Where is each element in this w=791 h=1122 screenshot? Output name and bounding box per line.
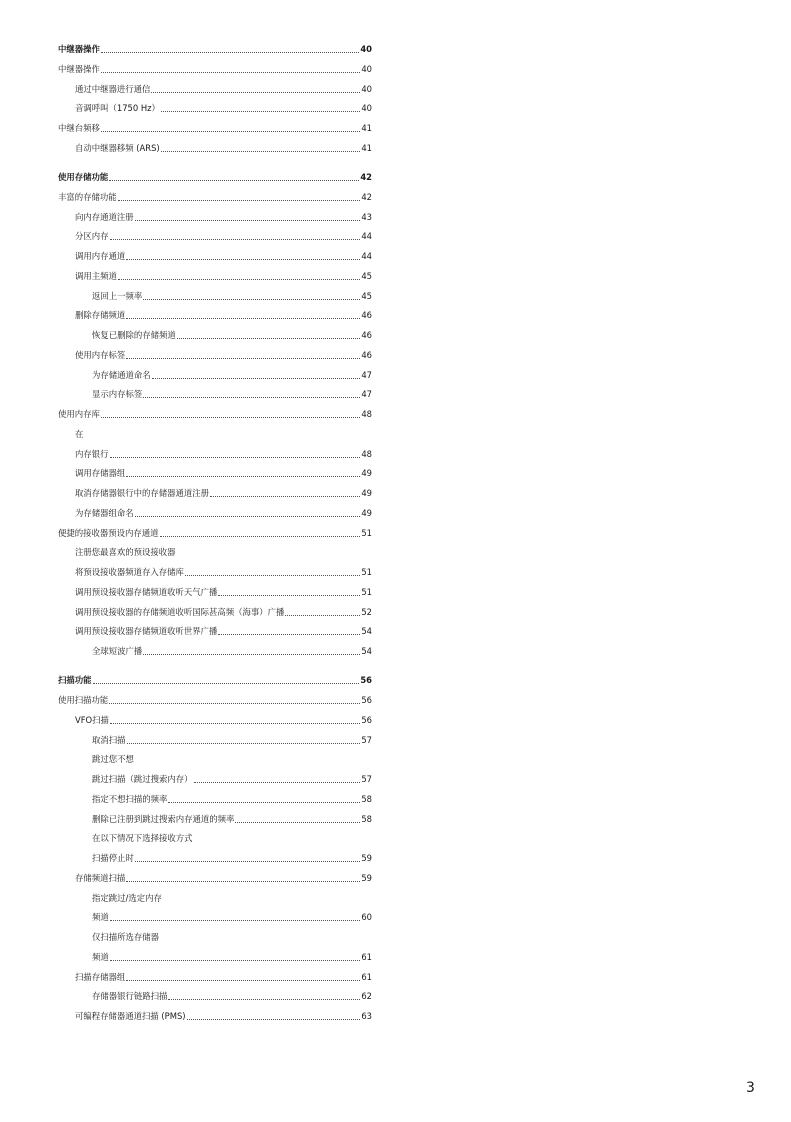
toc-entry-page: 61 bbox=[361, 971, 372, 982]
toc-entry bbox=[58, 524, 372, 538]
toc-entry-title: 恢复已删除的存储频道 bbox=[92, 330, 176, 340]
toc-entry-title: 调用预设接收器存储频道收听世界广播 bbox=[75, 626, 218, 637]
toc-entry bbox=[58, 99, 372, 113]
toc-entry-title: 通过中继器进行通信 bbox=[75, 83, 151, 94]
toc-entry bbox=[58, 829, 372, 843]
dot-leader bbox=[126, 873, 360, 882]
toc-entry-title: 使用内存库 bbox=[58, 409, 100, 419]
toc-entry-page: 51 bbox=[361, 567, 372, 577]
dot-leader bbox=[109, 695, 360, 704]
toc-entry-page: 58 bbox=[361, 813, 372, 824]
toc-entry bbox=[58, 790, 372, 804]
toc-entry-page: 51 bbox=[361, 586, 372, 597]
toc-entry bbox=[58, 1007, 372, 1021]
dot-leader bbox=[110, 231, 361, 240]
toc-entry bbox=[58, 168, 372, 182]
toc-entry-title: 返回上一频率 bbox=[92, 290, 143, 301]
dot-leader bbox=[110, 912, 361, 921]
toc-entry-page: 46 bbox=[361, 349, 372, 360]
toc-entry bbox=[58, 750, 372, 764]
toc-entry-title: 扫描功能 bbox=[58, 675, 92, 686]
toc-entry bbox=[58, 622, 372, 636]
toc-entry bbox=[58, 642, 372, 656]
toc-entry-title: 指定不想扫描的频率 bbox=[92, 793, 168, 804]
toc-entry-page: 49 bbox=[361, 468, 372, 479]
toc-entry-title: 为存储器组命名 bbox=[75, 507, 134, 518]
dot-leader bbox=[101, 409, 360, 418]
dot-leader bbox=[109, 172, 359, 181]
toc-entry bbox=[58, 603, 372, 617]
dot-leader bbox=[160, 528, 361, 537]
dot-leader bbox=[93, 675, 360, 684]
dot-leader bbox=[118, 271, 360, 280]
toc-entry-page: 45 bbox=[361, 290, 372, 301]
toc-entry bbox=[58, 543, 372, 557]
toc-entry-title: 将预设接收器频道存入存储库 bbox=[75, 567, 184, 577]
toc-entry-page: 42 bbox=[360, 172, 372, 182]
toc-entry bbox=[58, 188, 372, 202]
dot-leader bbox=[126, 468, 360, 477]
toc-entry-page: 49 bbox=[361, 507, 372, 518]
toc-entry-page: 54 bbox=[361, 626, 372, 637]
toc-entry-title: 分区内存 bbox=[75, 231, 109, 242]
toc-entry-title: 中继器操作 bbox=[58, 63, 100, 74]
toc-entry-page: 63 bbox=[361, 1011, 372, 1021]
toc-entry-title: 使用存储功能 bbox=[58, 172, 109, 182]
toc-entry-page: 45 bbox=[361, 270, 372, 281]
dot-leader bbox=[235, 814, 360, 823]
toc-entry-title: 存储器银行链路扫描 bbox=[92, 991, 168, 1002]
toc-entry bbox=[58, 80, 372, 94]
toc-entry-page: 54 bbox=[361, 646, 372, 656]
toc-entry-title: 删除已注册到跳过搜索内存通道的频率 bbox=[92, 813, 235, 824]
toc-entry bbox=[58, 889, 372, 903]
toc-entry-title: 音调呼叫（1750 Hz） bbox=[75, 103, 160, 114]
toc-entry-page: 57 bbox=[361, 774, 372, 784]
toc-entry bbox=[58, 987, 372, 1001]
toc-entry bbox=[58, 139, 372, 153]
dot-leader bbox=[135, 853, 360, 862]
toc-entry-page: 56 bbox=[360, 675, 372, 686]
dot-leader bbox=[143, 291, 360, 300]
dot-leader bbox=[177, 330, 361, 339]
toc-entry-title: 跳过扫描（跳过搜索内存） bbox=[92, 774, 193, 784]
dot-leader bbox=[161, 103, 360, 112]
dot-leader bbox=[101, 44, 359, 53]
toc-entry bbox=[58, 691, 372, 705]
toc-entry-title: 跳过您不想 bbox=[92, 754, 134, 765]
toc-entry-page: 58 bbox=[361, 793, 372, 804]
toc-entry-title: 在 bbox=[75, 428, 84, 439]
toc-entry bbox=[58, 247, 372, 261]
dot-leader bbox=[218, 587, 360, 596]
toc-entry-page: 56 bbox=[361, 714, 372, 725]
dot-leader bbox=[126, 972, 360, 981]
dot-leader bbox=[187, 1011, 361, 1020]
toc-entry-page: 40 bbox=[361, 83, 372, 94]
toc-entry-title: 向内存通道注册 bbox=[75, 211, 134, 222]
toc-entry bbox=[58, 484, 372, 498]
toc-entry-title: 存储频道扫描 bbox=[75, 872, 126, 883]
toc-entry-title: 频道 bbox=[92, 912, 109, 923]
dot-leader bbox=[168, 991, 360, 1000]
toc-entry-title: 扫描停止时 bbox=[92, 853, 134, 863]
dot-leader bbox=[194, 774, 361, 783]
toc-entry-page: 40 bbox=[360, 44, 372, 54]
toc-entry bbox=[58, 306, 372, 320]
toc-entry-page: 51 bbox=[361, 527, 372, 538]
page-number: 3 bbox=[746, 1080, 755, 1096]
toc-entry bbox=[58, 60, 372, 74]
toc-entry-title: 内存银行 bbox=[75, 448, 109, 459]
toc-entry bbox=[58, 810, 372, 824]
dot-leader bbox=[143, 646, 360, 655]
toc-entry-title: 调用内存通道 bbox=[75, 251, 126, 261]
toc-entry bbox=[58, 928, 372, 942]
toc-entry-title: 调用预设接收器的存储频道收听国际甚高频（海事）广播 bbox=[75, 606, 285, 617]
toc-entry bbox=[58, 968, 372, 982]
toc-entry-title: 注册您最喜欢的预设接收器 bbox=[75, 547, 176, 558]
toc-entry bbox=[58, 849, 372, 863]
toc-entry-page: 48 bbox=[361, 448, 372, 459]
toc-entry-title: 调用主频道 bbox=[75, 270, 117, 281]
toc-entry-title: 频道 bbox=[92, 951, 109, 962]
toc-entry-title: 使用扫描功能 bbox=[58, 695, 109, 705]
toc-entry-page: 44 bbox=[361, 251, 372, 261]
dot-leader bbox=[126, 310, 360, 319]
toc-entry-page: 60 bbox=[361, 912, 372, 923]
dot-leader bbox=[210, 488, 360, 497]
toc-entry-page: 61 bbox=[361, 951, 372, 962]
toc-entry-page: 47 bbox=[361, 389, 372, 400]
toc-entry bbox=[58, 40, 372, 54]
toc-entry-page: 49 bbox=[361, 488, 372, 498]
dot-leader bbox=[126, 251, 360, 260]
dot-leader bbox=[152, 370, 361, 379]
toc-entry bbox=[58, 464, 372, 478]
toc-entry bbox=[58, 671, 372, 685]
toc-entry-title: 显示内存标签 bbox=[92, 389, 143, 400]
dot-leader bbox=[101, 64, 360, 73]
dot-leader bbox=[118, 192, 361, 201]
toc-entry-page: 52 bbox=[361, 606, 372, 617]
toc-entry-page: 62 bbox=[361, 991, 372, 1002]
toc-entry bbox=[58, 405, 372, 419]
toc-entry-title: 取消扫描 bbox=[92, 734, 126, 745]
toc-entry-title: 仅扫描所选存储器 bbox=[92, 932, 159, 942]
dot-leader bbox=[218, 626, 360, 635]
dot-leader bbox=[110, 449, 361, 458]
toc-entry bbox=[58, 445, 372, 459]
dot-leader bbox=[126, 350, 360, 359]
dot-leader bbox=[135, 212, 361, 221]
toc-entry-title: 调用存储器组 bbox=[75, 468, 126, 479]
toc-entry-page: 48 bbox=[361, 409, 372, 419]
toc-entry-title: 指定跳过/选定内存 bbox=[92, 892, 162, 903]
toc-entry-title: 取消存储器银行中的存储器通道注册 bbox=[75, 488, 209, 498]
toc-entry bbox=[58, 563, 372, 577]
toc-entry-title: 调用预设接收器存储频道收听天气广播 bbox=[75, 586, 218, 597]
toc-entry-page: 59 bbox=[361, 853, 372, 863]
dot-leader bbox=[110, 715, 360, 724]
toc-entry-page: 40 bbox=[361, 103, 372, 114]
dot-leader bbox=[127, 735, 361, 744]
toc-entry-page: 44 bbox=[361, 231, 372, 242]
toc-entry-page: 41 bbox=[361, 123, 372, 133]
toc-entry-page: 46 bbox=[361, 310, 372, 321]
dot-leader bbox=[143, 389, 360, 398]
toc-entry-title: 中继台频移 bbox=[58, 123, 100, 133]
dot-leader bbox=[168, 794, 360, 803]
toc-entry bbox=[58, 366, 372, 380]
toc-entry-title: 删除存储频道 bbox=[75, 310, 126, 321]
toc-entry-title: VFO扫描 bbox=[75, 714, 109, 725]
toc-entry-title: 使用内存标签 bbox=[75, 349, 126, 360]
dot-leader bbox=[101, 123, 360, 132]
toc-entry bbox=[58, 346, 372, 360]
toc-entry bbox=[58, 267, 372, 281]
toc-entry bbox=[58, 869, 372, 883]
toc-entry-title: 全球短波广播 bbox=[92, 646, 143, 656]
toc-entry-page: 59 bbox=[361, 872, 372, 883]
toc-entry bbox=[58, 208, 372, 222]
toc-entry-page: 47 bbox=[361, 369, 372, 380]
toc-entry bbox=[58, 227, 372, 241]
toc-entry bbox=[58, 948, 372, 962]
dot-leader bbox=[285, 607, 360, 616]
toc-entry-title: 在以下情况下选择接收方式 bbox=[92, 833, 193, 844]
toc-entry-page: 46 bbox=[361, 330, 372, 340]
toc-entry bbox=[58, 583, 372, 597]
toc-entry-page: 42 bbox=[361, 191, 372, 202]
dot-leader bbox=[161, 143, 361, 152]
toc-entry-page: 56 bbox=[361, 695, 372, 705]
toc-entry bbox=[58, 119, 372, 133]
dot-leader bbox=[135, 508, 361, 517]
toc-entry bbox=[58, 326, 372, 340]
dot-leader bbox=[185, 567, 360, 576]
toc-entry-title: 丰富的存储功能 bbox=[58, 191, 117, 202]
dot-leader bbox=[110, 952, 361, 961]
toc-entry-title: 为存储通道命名 bbox=[92, 369, 151, 380]
toc-entry-page: 41 bbox=[361, 142, 372, 153]
toc-entry bbox=[58, 385, 372, 399]
toc-entry bbox=[58, 770, 372, 784]
toc-entry bbox=[58, 287, 372, 301]
toc-entry-page: 57 bbox=[361, 734, 372, 745]
toc-entry-title: 扫描存储器组 bbox=[75, 971, 126, 982]
toc-entry-title: 自动中继器移频 (ARS) bbox=[75, 142, 160, 153]
toc-entry-page: 40 bbox=[361, 63, 372, 74]
toc-entry-title: 中继器操作 bbox=[58, 44, 100, 54]
toc-entry bbox=[58, 731, 372, 745]
toc-entry bbox=[58, 504, 372, 518]
toc-entry-page: 43 bbox=[361, 211, 372, 222]
toc-entry-title: 可编程存储器通道扫描 (PMS) bbox=[75, 1011, 186, 1021]
toc-entry bbox=[58, 711, 372, 725]
dot-leader bbox=[151, 84, 360, 93]
toc-entry bbox=[58, 425, 372, 439]
toc-entry bbox=[58, 908, 372, 922]
toc-entry-title: 便捷的接收器预设内存通道 bbox=[58, 527, 159, 538]
